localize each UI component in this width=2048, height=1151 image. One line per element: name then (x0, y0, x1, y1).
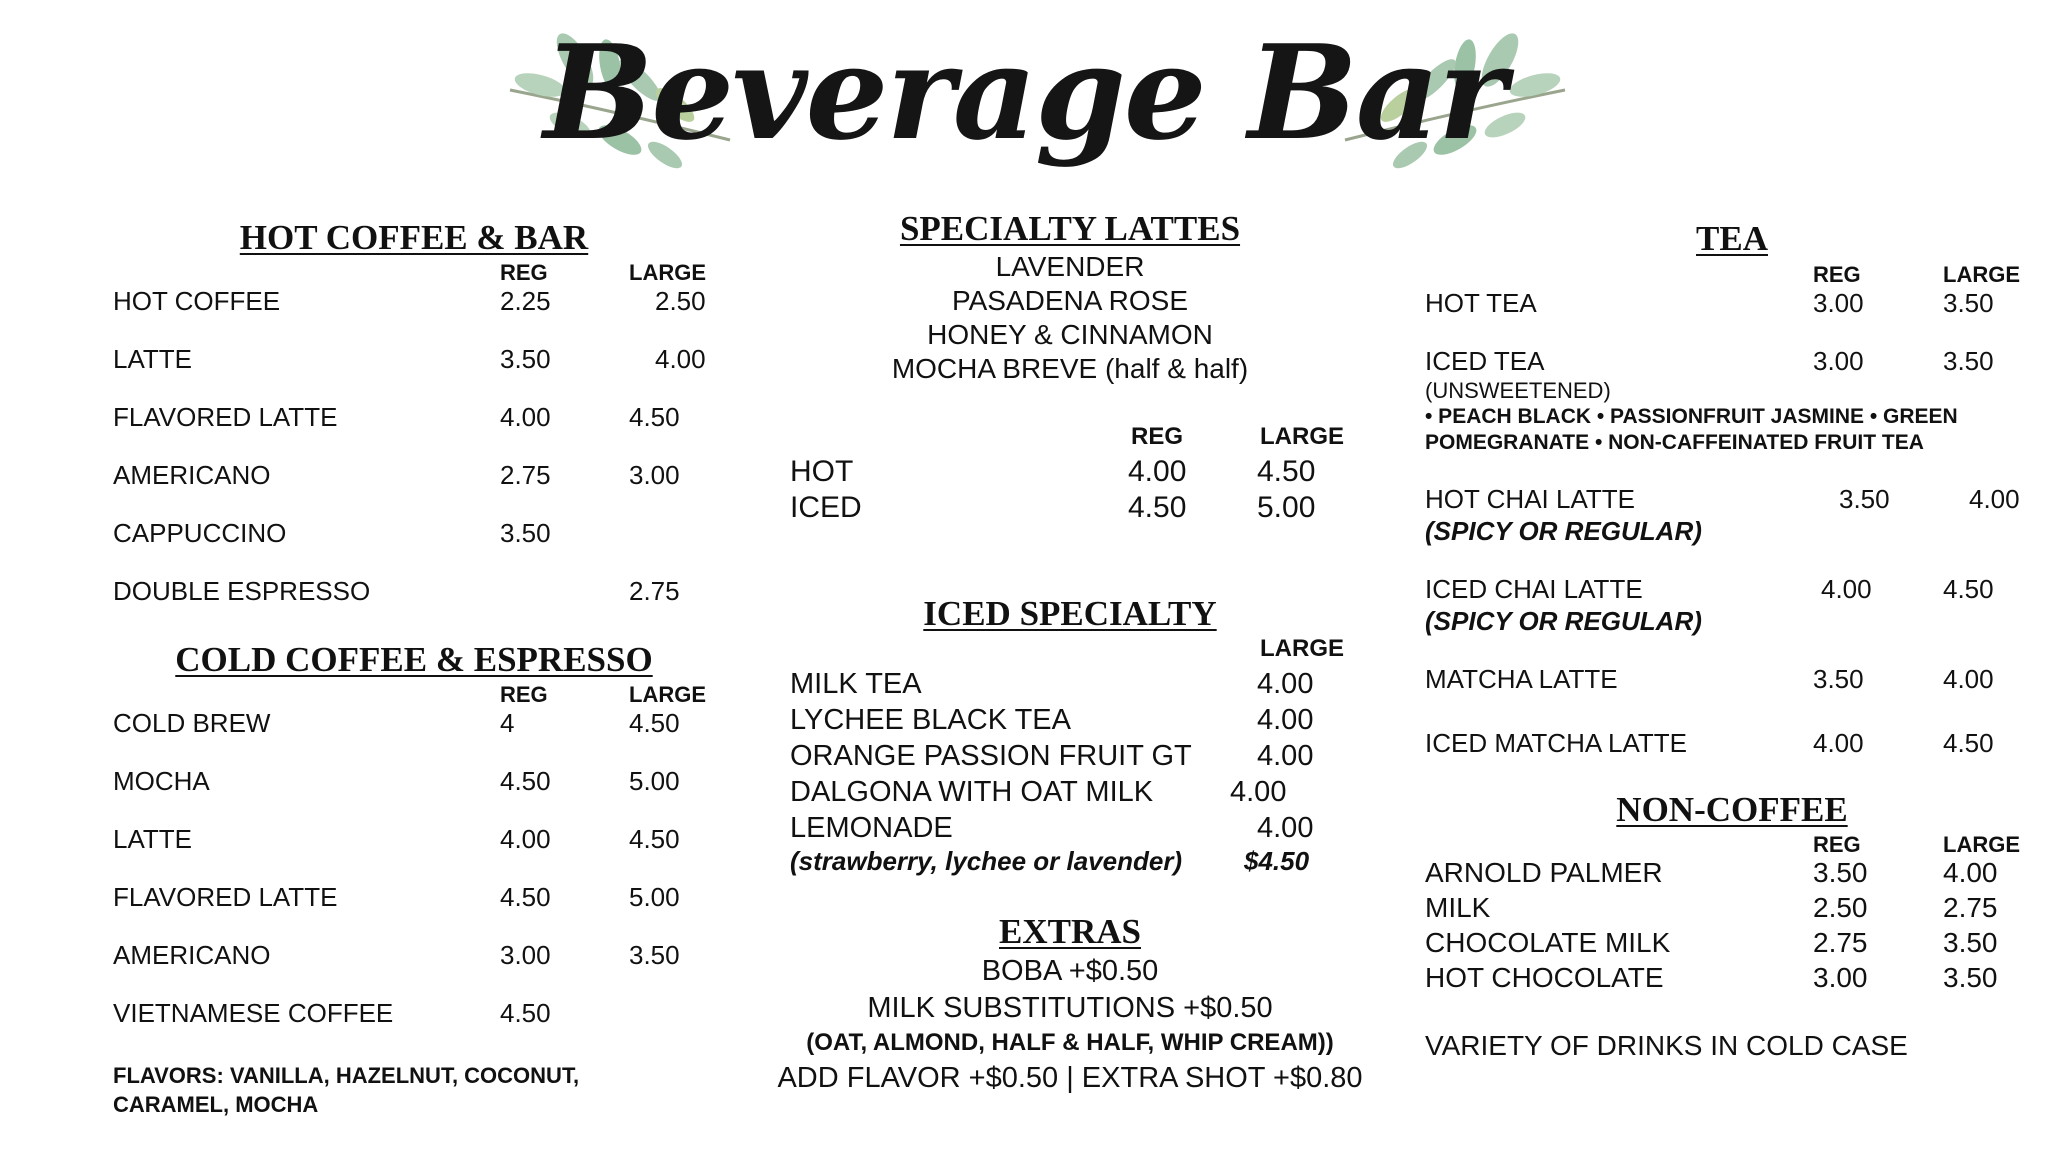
non-coffee-item-name: ARNOLD PALMER (1425, 857, 1663, 888)
specialty-latte-row-reg: 4.00 (1128, 455, 1187, 488)
specialty-latte-row-reg: 4.50 (1128, 491, 1187, 524)
extras-line: MILK SUBSTITUTIONS +$0.50 (867, 992, 1273, 1024)
tea-item-large: 4.50 (1943, 728, 1994, 758)
iced-specialty-item-price: 4.00 (1257, 812, 1314, 844)
hot-coffee-item-large: 2.50 (655, 286, 706, 316)
iced-specialty-heading: ICED SPECIALTY (923, 594, 1217, 633)
tea-col-reg: REG (1813, 262, 1861, 287)
iced-specialty-item-price: 4.00 (1257, 668, 1314, 700)
hot-coffee-item-name: CAPPUCCINO (113, 518, 287, 548)
specialty-latte-row-large: 5.00 (1257, 491, 1316, 524)
flavors-note: CARAMEL, MOCHA (113, 1092, 319, 1117)
tea-flavors-note: POMEGRANATE • NON-CAFFEINATED FRUIT TEA (1425, 431, 1924, 454)
iced-specialty-item-name: ORANGE PASSION FRUIT GT (790, 740, 1192, 772)
cold-coffee-item-large: 3.50 (629, 940, 680, 970)
hot-coffee-item-reg: 3.50 (500, 344, 551, 374)
tea-item-reg: 3.50 (1813, 664, 1864, 694)
tea-item-large: 3.50 (1943, 288, 1994, 318)
extras-heading: EXTRAS (999, 912, 1141, 951)
hot-coffee-item-reg: 2.75 (500, 460, 551, 490)
tea-item-name: ICED CHAI LATTE (1425, 574, 1643, 604)
hot-coffee-col-large: LARGE (629, 260, 706, 285)
hot-coffee-item-name: HOT COFFEE (113, 286, 281, 316)
cold-coffee-item-reg: 4.50 (500, 882, 551, 912)
tea-flavors-note: • PEACH BLACK • PASSIONFRUIT JASMINE • GREEN (1425, 405, 1958, 428)
cold-coffee-item-name: VIETNAMESE COFFEE (113, 998, 394, 1028)
iced-specialty-col-large: LARGE (1260, 635, 1344, 662)
hot-coffee-item-name: LATTE (113, 344, 192, 374)
hot-coffee-item-reg: 4.00 (500, 402, 551, 432)
hot-coffee-item-name: FLAVORED LATTE (113, 402, 338, 432)
tea-item-name: HOT CHAI LATTE (1425, 484, 1635, 514)
flavors-note: FLAVORS: VANILLA, HAZELNUT, COCONUT, (113, 1063, 580, 1088)
tea-heading: TEA (1696, 219, 1768, 258)
non-coffee-heading: NON-COFFEE (1616, 790, 1848, 829)
non-coffee-item-large: 2.75 (1943, 892, 1998, 923)
iced-specialty-item-price: 4.00 (1257, 740, 1314, 772)
hot-coffee-item-reg: 3.50 (500, 518, 551, 548)
specialty-latte-flavor: HONEY & CINNAMON (927, 319, 1213, 350)
menu-title: Beverage Bar (543, 16, 1505, 169)
tea-item-name: MATCHA LATTE (1425, 664, 1618, 694)
extras-line: ADD FLAVOR +$0.50 | EXTRA SHOT +$0.80 (777, 1062, 1363, 1094)
hot-coffee-item-large: 3.00 (629, 460, 680, 490)
cold-coffee-item-name: COLD BREW (113, 708, 271, 738)
iced-chai-sub: (SPICY OR REGULAR) (1425, 606, 1702, 636)
cold-coffee-col-large: LARGE (629, 682, 706, 707)
iced-specialty-item-name: DALGONA WITH OAT MILK (790, 776, 1154, 808)
non-coffee-item-large: 3.50 (1943, 962, 1998, 993)
hot-coffee-item-large: 2.75 (629, 576, 680, 606)
specialty-lattes-heading: SPECIALTY LATTES (899, 209, 1241, 248)
cold-coffee-item-reg: 4.50 (500, 766, 551, 796)
iced-specialty-item-name: MILK TEA (790, 668, 922, 700)
tea-item-reg: 3.50 (1839, 484, 1890, 514)
cold-case-note: VARIETY OF DRINKS IN COLD CASE (1425, 1030, 1908, 1061)
non-coffee-item-large: 3.50 (1943, 927, 1998, 958)
iced-specialty-item-name: LYCHEE BLACK TEA (790, 704, 1071, 736)
tea-item-reg: 3.00 (1813, 288, 1864, 318)
specialty-lattes-col-large: LARGE (1260, 423, 1344, 450)
specialty-latte-flavor: PASADENA ROSE (951, 285, 1188, 316)
cold-coffee-item-reg: 4.00 (500, 824, 551, 854)
non-coffee-col-reg: REG (1813, 832, 1861, 857)
non-coffee-item-reg: 2.50 (1813, 892, 1868, 923)
cold-coffee-item-reg: 4.50 (500, 998, 551, 1028)
hot-coffee-item-large: 4.50 (629, 402, 680, 432)
cold-coffee-item-large: 4.50 (629, 708, 680, 738)
cold-coffee-item-name: MOCHA (113, 766, 210, 796)
cold-coffee-item-large: 4.50 (629, 824, 680, 854)
cold-coffee-item-name: LATTE (113, 824, 192, 854)
specialty-latte-flavor: MOCHA BREVE (half & half) (891, 353, 1249, 384)
cold-coffee-item-name: AMERICANO (113, 940, 271, 970)
iced-specialty-item-price: 4.00 (1257, 704, 1314, 736)
cold-coffee-item-reg: 3.00 (500, 940, 551, 970)
specialty-latte-row-large: 4.50 (1257, 455, 1316, 488)
tea-item-reg: 4.00 (1813, 728, 1864, 758)
iced-specialty-item-name: LEMONADE (790, 812, 953, 844)
specialty-latte-flavor: LAVENDER (995, 251, 1145, 282)
non-coffee-item-reg: 3.00 (1813, 962, 1868, 993)
non-coffee-item-reg: 2.75 (1813, 927, 1868, 958)
specialty-latte-row-name: ICED (790, 491, 862, 524)
hot-coffee-item-name: AMERICANO (113, 460, 271, 490)
tea-item-large: 3.50 (1943, 346, 1994, 376)
hot-coffee-col-reg: REG (500, 260, 548, 285)
extras-line: BOBA +$0.50 (981, 955, 1159, 987)
tea-item-name: ICED TEA (1425, 346, 1545, 376)
iced-specialty-item-name: (strawberry, lychee or lavender) (790, 846, 1183, 876)
extras-line: (OAT, ALMOND, HALF & HALF, WHIP CREAM)) (806, 1029, 1334, 1056)
cold-coffee-item-large: 5.00 (629, 882, 680, 912)
cold-coffee-col-reg: REG (500, 682, 548, 707)
iced-tea-sub: (UNSWEETENED) (1425, 378, 1611, 403)
tea-item-large: 4.00 (1943, 664, 1994, 694)
non-coffee-item-name: HOT CHOCOLATE (1425, 962, 1664, 993)
cold-coffee-item-reg: 4 (500, 708, 515, 738)
hot-coffee-item-reg: 2.25 (500, 286, 551, 316)
non-coffee-item-name: CHOCOLATE MILK (1425, 927, 1671, 958)
tea-item-reg: 3.00 (1813, 346, 1864, 376)
non-coffee-item-reg: 3.50 (1813, 857, 1868, 888)
tea-col-large: LARGE (1943, 262, 2020, 287)
specialty-lattes-col-reg: REG (1131, 423, 1184, 450)
non-coffee-item-large: 4.00 (1943, 857, 1998, 888)
hot-coffee-item-large: 4.00 (655, 344, 706, 374)
specialty-latte-row-name: HOT (790, 455, 854, 488)
iced-specialty-item-price: $4.50 (1244, 846, 1310, 876)
cold-coffee-item-name: FLAVORED LATTE (113, 882, 338, 912)
hot-coffee-item-name: DOUBLE ESPRESSO (113, 576, 371, 606)
iced-specialty-item-price: 4.00 (1230, 776, 1287, 808)
hot-coffee-heading: HOT COFFEE & BAR (239, 218, 589, 257)
tea-item-large: 4.50 (1943, 574, 1994, 604)
hot-chai-sub: (SPICY OR REGULAR) (1425, 516, 1702, 546)
tea-item-name: HOT TEA (1425, 288, 1537, 318)
cold-coffee-item-large: 5.00 (629, 766, 680, 796)
tea-item-reg: 4.00 (1821, 574, 1872, 604)
non-coffee-col-large: LARGE (1943, 832, 2020, 857)
tea-item-name: ICED MATCHA LATTE (1425, 728, 1687, 758)
tea-item-large: 4.00 (1969, 484, 2020, 514)
cold-coffee-heading: COLD COFFEE & ESPRESSO (175, 640, 653, 679)
non-coffee-item-name: MILK (1425, 892, 1491, 923)
